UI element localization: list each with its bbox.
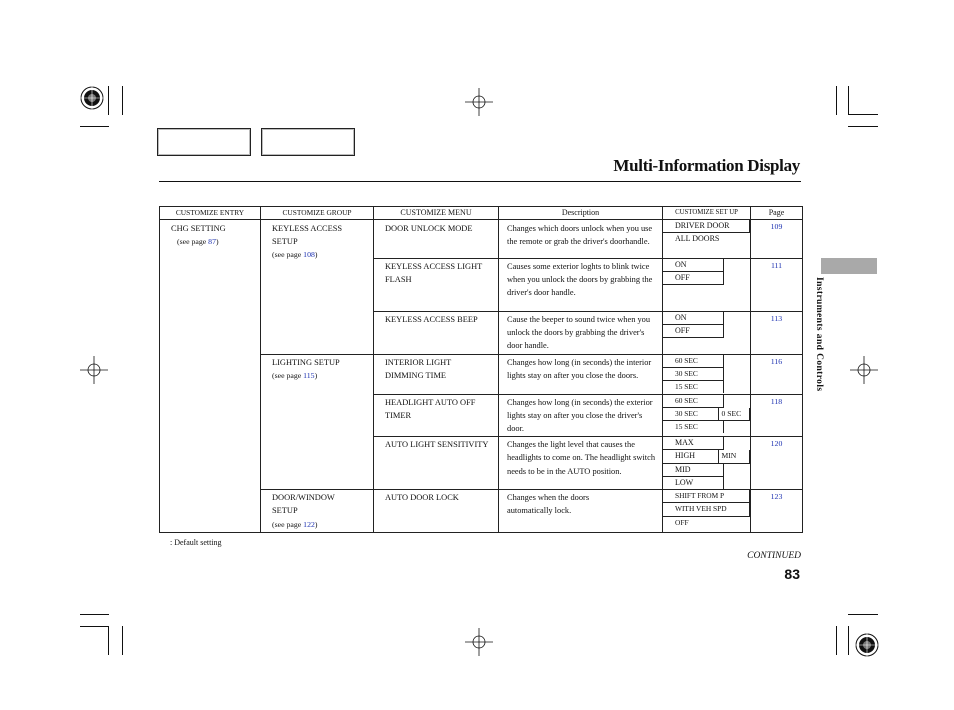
entry-cell <box>160 220 261 533</box>
header-cell: CUSTOMIZE ENTRY <box>160 207 261 220</box>
group-label: DOOR/WINDOW SETUP <box>272 493 335 516</box>
page-cell <box>751 354 803 394</box>
header-cell: CUSTOMIZE SET UP <box>663 207 751 220</box>
crosshair-icon <box>80 356 108 384</box>
group-label: KEYLESS ACCESS SETUP <box>272 224 343 247</box>
crop-mark <box>122 86 123 115</box>
option-value: OFF <box>663 272 724 285</box>
crosshair-icon <box>850 356 878 384</box>
header-cell: Description <box>499 207 663 220</box>
entry-see-page: (see page 87) <box>177 237 219 247</box>
option-value: WITH VEH SPD <box>663 503 750 516</box>
menu-cell: INTERIOR LIGHT DIMMING TIME <box>374 354 499 394</box>
nav-tab-index[interactable] <box>261 128 355 156</box>
crop-mark <box>80 126 109 127</box>
crop-mark <box>80 614 109 615</box>
option-value: OFF <box>663 325 724 338</box>
option-value: 15 SEC <box>663 421 724 433</box>
header-cell: CUSTOMIZE MENU <box>374 207 499 220</box>
group-cell: DOOR/WINDOW SETUP (see page 122) <box>261 490 374 533</box>
page-cell <box>751 490 803 533</box>
description-cell: Changes which doors unlock when you use the remote or grab the driver's doorhandle. <box>499 220 663 259</box>
page-link[interactable]: 87 <box>208 237 216 247</box>
menu-cell: KEYLESS ACCESS BEEP <box>374 312 499 355</box>
setup-cell <box>663 354 751 394</box>
option-value: SHIFT FROM P <box>663 490 750 503</box>
menu-cell: HEADLIGHT AUTO OFF TIMER <box>374 394 499 437</box>
menu-cell: AUTO LIGHT SENSITIVITY <box>374 437 499 490</box>
page-link[interactable]: 108 <box>303 250 315 260</box>
crop-mark <box>848 626 849 655</box>
description-cell: Changes the light level that causes the headlights to come on. The headlight switch needs to be in the AUTO position. <box>499 437 663 490</box>
crop-mark <box>122 626 123 655</box>
crosshair-icon <box>465 88 493 116</box>
crop-mark <box>848 114 878 115</box>
page-link[interactable]: 120 <box>770 439 783 449</box>
group-label: LIGHTING SETUP <box>272 357 340 367</box>
crosshair-icon <box>465 628 493 656</box>
page-cell <box>751 437 803 490</box>
crop-mark <box>108 626 109 655</box>
header-cell: Page <box>751 207 803 220</box>
page-link[interactable]: 122 <box>303 519 315 529</box>
default-setting-note: : Default setting <box>170 538 222 547</box>
page-cell <box>751 312 803 355</box>
option-value: 30 SEC <box>663 408 719 421</box>
crop-mark <box>108 86 109 115</box>
setup-cell <box>663 394 751 437</box>
menu-cell: KEYLESS ACCESS LIGHT FLASH <box>374 259 499 312</box>
setup-cell <box>663 312 751 355</box>
description-cell: Causes some exterior loghts to blink twice when you unlock the doors by grabbing the driver's door handle. <box>499 259 663 312</box>
page-cell <box>751 394 803 437</box>
title-rule <box>159 181 801 182</box>
option-value: MID <box>663 464 724 477</box>
option-value: OFF <box>675 517 689 527</box>
registration-target-icon <box>80 86 104 110</box>
option-value: ON <box>663 259 724 272</box>
option-value: DRIVER DOOR <box>663 220 750 233</box>
crop-mark <box>848 86 849 115</box>
page-link[interactable]: 113 <box>770 314 783 323</box>
option-value: 0 SEC <box>719 408 750 421</box>
crop-mark <box>80 626 109 627</box>
page-cell <box>751 220 803 259</box>
option-value: 15 SEC <box>663 381 724 393</box>
option-value: 60 SEC <box>663 355 724 368</box>
option-value: LOW <box>663 477 724 489</box>
setup-cell <box>663 220 751 259</box>
setup-cell <box>663 437 751 490</box>
page-link[interactable]: 118 <box>770 396 783 406</box>
header-cell: CUSTOMIZE GROUP <box>261 207 374 220</box>
description-cell: Cause the beeper to sound twice when you unlock the doors by grabbing the driver's door handle. <box>499 312 663 355</box>
continued-label: CONTINUED <box>747 551 801 561</box>
page-link[interactable]: 123 <box>770 492 783 502</box>
table-header-row <box>160 207 803 220</box>
setup-cell <box>663 259 751 312</box>
crop-mark <box>836 86 837 115</box>
table-row <box>160 220 803 259</box>
option-value: ALL DOORS <box>675 234 720 244</box>
option-value: MIN <box>719 450 750 463</box>
crop-mark <box>848 126 878 127</box>
crop-mark <box>848 614 878 615</box>
description-cell: Changes how long (in seconds) the interior lights stay on after you close the doors. <box>499 354 663 394</box>
registration-target-icon <box>855 633 879 657</box>
group-cell: LIGHTING SETUP (see page 115) <box>261 354 374 490</box>
group-cell: KEYLESS ACCESS SETUP (see page 108) <box>261 220 374 355</box>
page-cell <box>751 259 803 312</box>
page-link[interactable]: 109 <box>770 222 783 231</box>
nav-tab-contents[interactable] <box>157 128 251 156</box>
description-cell: Changes when the doors automatically lock. <box>499 490 663 533</box>
section-tab[interactable] <box>821 258 877 274</box>
page-title: Multi-Information Display <box>613 156 800 175</box>
page-link[interactable]: 116 <box>770 356 783 366</box>
crop-mark <box>836 626 837 655</box>
section-tab-label: Instruments and Controls <box>814 277 824 392</box>
option-value: 30 SEC <box>663 368 724 381</box>
menu-cell: AUTO DOOR LOCK <box>374 490 499 533</box>
customize-table <box>159 206 803 533</box>
page-link[interactable]: 115 <box>303 370 315 380</box>
option-value: ON <box>663 312 724 325</box>
option-value: 60 SEC <box>663 395 724 408</box>
menu-cell: DOOR UNLOCK MODE <box>374 220 499 259</box>
description-cell: Changes how long (in seconds) the exterior lights stay on after you close the driver's door. <box>499 394 663 437</box>
page-link[interactable]: 111 <box>770 261 783 270</box>
setup-cell <box>663 490 751 533</box>
entry-label: CHG SETTING <box>171 224 226 233</box>
page-number: 83 <box>784 566 800 582</box>
option-value: HIGH <box>663 450 719 463</box>
option-value: MAX <box>663 437 724 450</box>
